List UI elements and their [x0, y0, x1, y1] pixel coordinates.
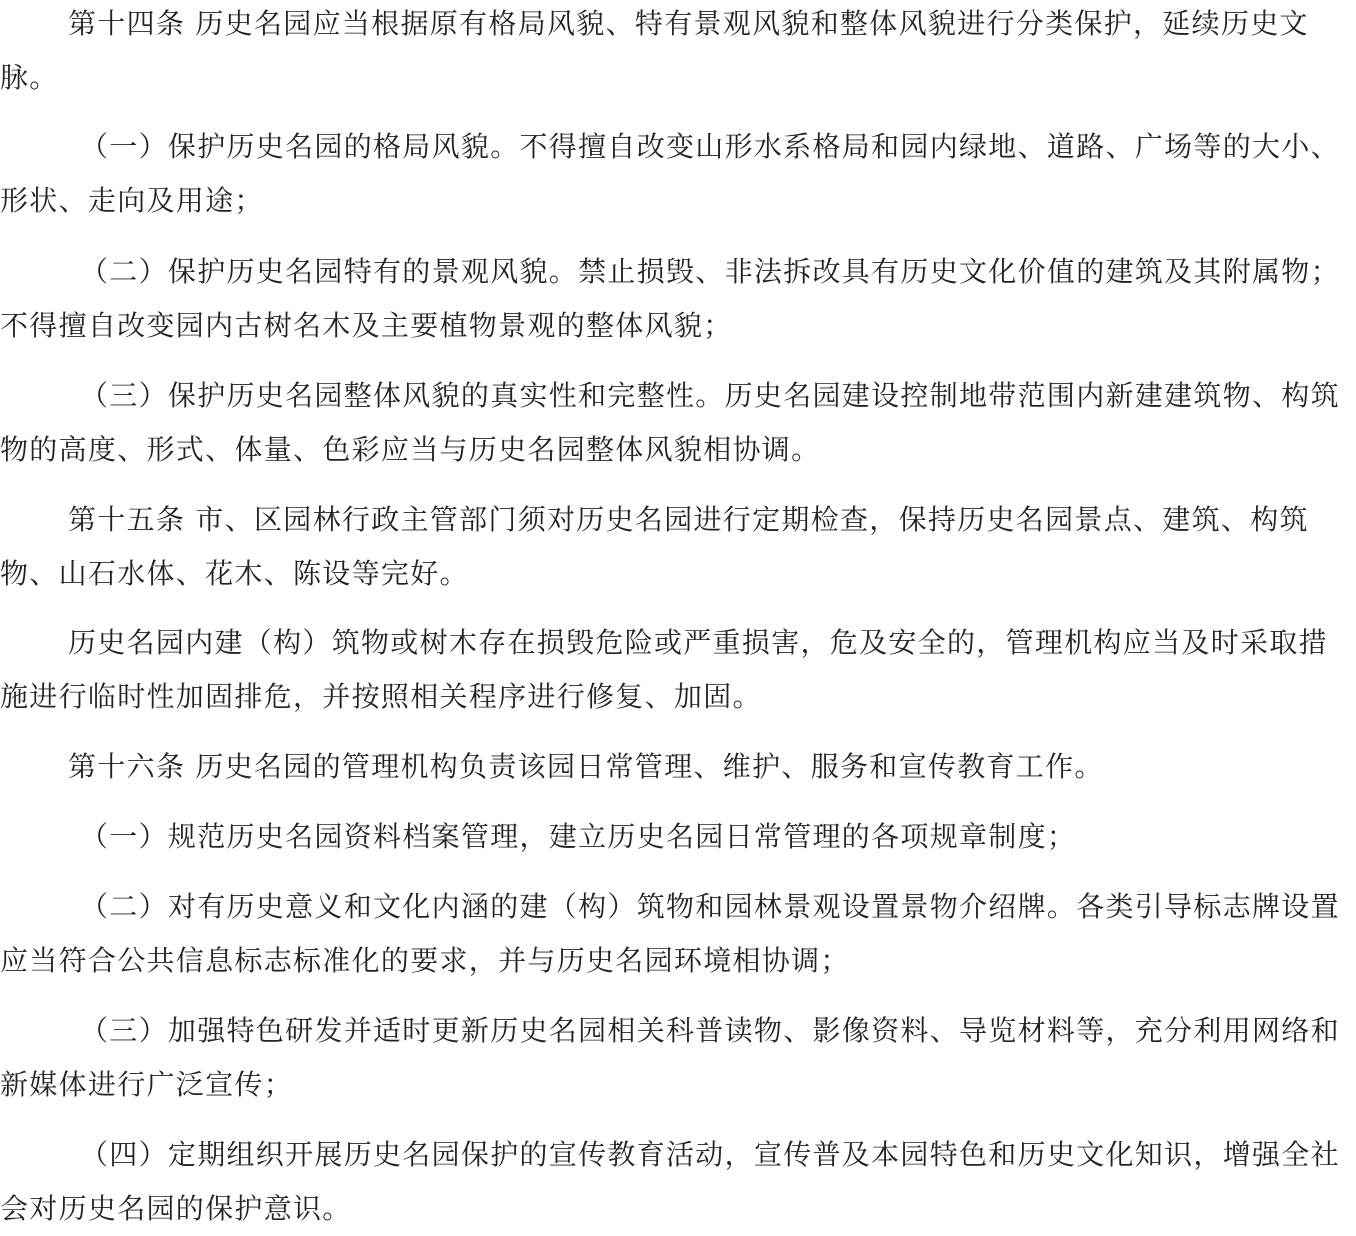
paragraph-line: （三）加强特色研发并适时更新历史名园相关科普读物、影像资料、导览材料等，充分利用网络和 — [80, 1014, 1340, 1047]
article-15-second-paragraph — [0, 616, 1356, 724]
article-15-paragraph — [0, 493, 1356, 601]
paragraph-line: 第十五条 市、区园林行政主管部门须对历史名园进行定期检查，保持历史名园景点、建筑、构筑 — [68, 503, 1309, 536]
paragraph-line: 新媒体进行广泛宣传； — [0, 1068, 294, 1101]
paragraph-line: （三）保护历史名园整体风貌的真实性和完整性。历史名园建设控制地带范围内新建建筑物、构筑 — [80, 379, 1340, 412]
paragraph-line: （一）保护历史名园的格局风貌。不得擅自改变山形水系格局和园内绿地、道路、广场等的大小、 — [80, 130, 1340, 163]
article-16-item-4 — [0, 1128, 1356, 1236]
paragraph-line: 施进行临时性加固排危，并按照相关程序进行修复、加固。 — [0, 680, 762, 713]
paragraph-line: 会对历史名园的保护意识。 — [0, 1192, 352, 1225]
article-14-paragraph — [0, 0, 1356, 105]
article-16-item-1 — [0, 810, 1356, 864]
paragraph-line: 物、山石水体、花木、陈设等完好。 — [0, 557, 469, 590]
paragraph-line: 物的高度、形式、体量、色彩应当与历史名园整体风貌相协调。 — [0, 433, 821, 466]
article-14-item-2 — [0, 245, 1356, 353]
paragraph-line: 形状、走向及用途； — [0, 184, 264, 217]
article-16-item-2 — [0, 880, 1356, 988]
paragraph-line: 第十四条 历史名园应当根据原有格局风貌、特有景观风貌和整体风貌进行分类保护，延续历史文 — [68, 7, 1309, 40]
article-16-paragraph — [0, 740, 1356, 794]
paragraph-line: 第十六条 历史名园的管理机构负责该园日常管理、维护、服务和宣传教育工作。 — [68, 750, 1104, 783]
paragraph-line: （一）规范历史名园资料档案管理，建立历史名园日常管理的各项规章制度； — [80, 820, 1077, 853]
paragraph-line: （二）保护历史名园特有的景观风貌。禁止损毁、非法拆改具有历史文化价值的建筑及其附属物； — [80, 255, 1340, 288]
paragraph-line: （四）定期组织开展历史名园保护的宣传教育活动，宣传普及本园特色和历史文化知识，增强全社 — [80, 1138, 1340, 1171]
paragraph-line: 脉。 — [0, 61, 59, 94]
article-14-item-3 — [0, 369, 1356, 477]
paragraph-line: 历史名园内建（构）筑物或树木存在损毁危险或严重损害，危及安全的，管理机构应当及时采取措 — [68, 626, 1328, 659]
article-16-item-3 — [0, 1004, 1356, 1112]
paragraph-line: （二）对有历史意义和文化内涵的建（构）筑物和园林景观设置景物介绍牌。各类引导标志牌设置 — [80, 890, 1340, 923]
paragraph-line: 不得擅自改变园内古树名木及主要植物景观的整体风貌； — [0, 309, 733, 342]
paragraph-line: 应当符合公共信息标志标准化的要求，并与历史名园环境相协调； — [0, 944, 850, 977]
article-14-item-1 — [0, 120, 1356, 228]
